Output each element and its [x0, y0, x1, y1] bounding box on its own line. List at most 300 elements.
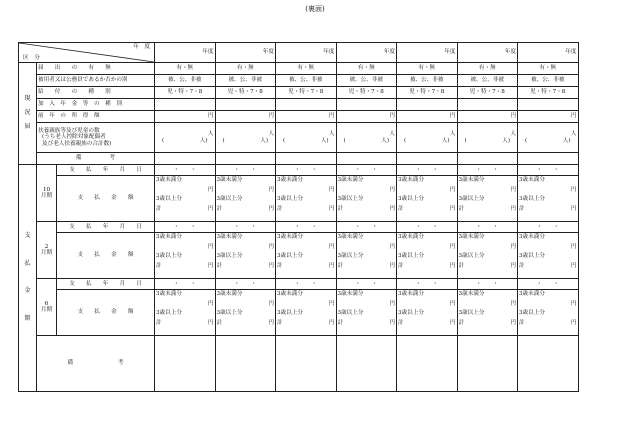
year-header-label: 年 度 [133, 44, 150, 50]
payment-amount-cell[interactable] [457, 233, 518, 279]
row-label: 備 考 [75, 155, 116, 162]
over3-label: 3歳以上分 [216, 253, 243, 259]
row-label: 及び老人扶養親族の合計数 [42, 140, 110, 147]
under3-label: 3歳未満分 [156, 177, 182, 183]
status-value: 被、公、非被 [409, 77, 444, 84]
status-value: 児・特・7・8 [530, 89, 566, 96]
status-cell-remarks[interactable] [397, 153, 458, 165]
date-marks: ・ ・ [355, 223, 378, 230]
status-cell-income[interactable] [457, 111, 518, 123]
payment-amount-cell[interactable] [155, 176, 216, 222]
payment-date-cell[interactable] [276, 222, 337, 233]
year-label: 年度 [444, 49, 456, 56]
payment-amount-label [57, 290, 155, 336]
payment-date-cell[interactable] [336, 165, 397, 176]
total-label: 計 [337, 319, 344, 326]
status-value: 被、公、非被 [349, 77, 384, 84]
over3-label: 3歳以上分 [337, 310, 364, 316]
total-label: 計 [398, 205, 404, 212]
yen-unit: 円 [510, 262, 516, 269]
status-cell-pension[interactable] [457, 99, 518, 111]
payment-date-label [57, 279, 155, 290]
payment-amount-label [57, 233, 155, 279]
payment-remarks-cell[interactable] [518, 336, 579, 392]
status-value: 児・特・7・8 [469, 89, 505, 96]
under3-label: 3歳未満分 [398, 177, 424, 183]
year-label: 年度 [262, 49, 274, 56]
payment-amount-cell[interactable] [397, 290, 458, 336]
yen-unit: 円 [510, 300, 516, 307]
status-cell-dependents[interactable] [457, 123, 518, 153]
period-unit: 月期 [40, 307, 53, 313]
payment-group-label [19, 165, 37, 392]
yen-unit: 円 [510, 319, 516, 326]
yen-unit: 円 [510, 205, 516, 212]
status-cell-employee[interactable] [215, 75, 276, 87]
status-row-label-dependents: 扶養親族等及び児童の数 (うち老人控除対象配偶者 及び老人扶養親族の合計数) [37, 123, 155, 153]
period-month: 6 [44, 300, 49, 307]
yen-unit: 円 [570, 113, 577, 120]
year-label: 年度 [504, 49, 516, 56]
status-cell-benefit_type[interactable] [276, 87, 337, 99]
date-marks: ・ ・ [476, 166, 499, 173]
status-cell-remarks[interactable] [518, 153, 579, 165]
yen-unit: 円 [449, 186, 456, 193]
year-header-cell [457, 43, 518, 63]
status-cell-benefit_type[interactable] [155, 87, 216, 99]
yen-unit: 円 [510, 113, 516, 120]
paren: ( [222, 137, 225, 144]
period-unit: 月期 [40, 250, 53, 256]
payment-amount-cell[interactable] [518, 290, 579, 336]
under3-label: 3歳未満分 [156, 291, 182, 297]
paren: ( [464, 137, 467, 144]
under3-label: 3歳未満分 [519, 177, 545, 183]
payment-amount-cell[interactable] [457, 290, 518, 336]
payment-remarks-cell[interactable] [457, 336, 518, 392]
yen-unit: 円 [328, 319, 335, 326]
status-cell-employee[interactable] [518, 75, 579, 87]
page-caption: (裏面) [305, 5, 325, 13]
date-marks: ・ ・ [415, 280, 438, 287]
under3-label: 3歳未満分 [458, 234, 485, 240]
yen-unit: 円 [570, 319, 577, 326]
yen-unit: 円 [328, 262, 335, 269]
yen-unit: 円 [328, 186, 335, 193]
corner-header-cell [19, 43, 155, 63]
payment-amount-cell[interactable] [336, 233, 397, 279]
status-cell-income[interactable] [215, 111, 276, 123]
status-cell-pension[interactable] [336, 99, 397, 111]
payment-date-cell[interactable] [155, 279, 216, 290]
yen-unit: 円 [510, 186, 516, 193]
persons-unit: 人) [441, 137, 450, 144]
payment-date-label [57, 165, 155, 176]
year-header-cell [336, 43, 397, 63]
total-label: 計 [458, 319, 465, 326]
payment-amount-cell[interactable] [215, 176, 276, 222]
under3-label: 3歳未満分 [458, 291, 485, 297]
status-cell-dependents[interactable] [155, 123, 216, 153]
status-cell-remarks[interactable] [155, 153, 216, 165]
year-label: 年度 [202, 49, 214, 56]
payment-amount-cell[interactable] [155, 233, 216, 279]
status-cell-income[interactable] [336, 111, 397, 123]
status-value: 有・無 [539, 65, 557, 72]
yen-unit: 円 [570, 243, 577, 250]
status-cell-submitted[interactable] [457, 63, 518, 75]
row-label: 支 払 年 月 日 [69, 280, 142, 287]
total-label: 計 [337, 262, 344, 269]
status-value: 児・特・7・8 [348, 89, 384, 96]
persons-unit: 人 [268, 131, 274, 138]
date-marks: ・ ・ [234, 166, 257, 173]
status-row-label-submitted [37, 63, 155, 75]
persons-unit: 人 [207, 131, 214, 138]
total-label: 計 [277, 262, 283, 269]
row-label: 支 払 金 額 [77, 195, 134, 202]
status-group-label [19, 63, 37, 165]
total-label: 計 [519, 262, 525, 269]
persons-unit: 人) [260, 137, 268, 144]
over3-label: 3歳以上分 [519, 196, 545, 202]
status-cell-income[interactable] [276, 111, 337, 123]
status-cell-remarks[interactable] [336, 153, 397, 165]
status-cell-benefit_type[interactable] [518, 87, 579, 99]
payment-date-cell[interactable] [518, 279, 579, 290]
payment-amount-cell[interactable] [397, 233, 458, 279]
payment-date-cell[interactable] [215, 165, 276, 176]
status-cell-income[interactable] [518, 111, 579, 123]
payment-date-cell[interactable] [155, 222, 216, 233]
payment-amount-cell[interactable] [518, 176, 579, 222]
payment-amount-cell[interactable] [215, 290, 276, 336]
payment-amount-cell[interactable] [457, 176, 518, 222]
over3-label: 3歳以上分 [156, 253, 182, 259]
period-month: 10 [42, 186, 51, 193]
yen-unit: 円 [389, 186, 395, 193]
status-value: 有・無 [176, 65, 194, 72]
payment-date-cell[interactable] [215, 222, 276, 233]
payment-date-cell[interactable] [457, 279, 518, 290]
over3-label: 3歳以上分 [337, 253, 364, 259]
over3-label: 3歳以上分 [458, 253, 485, 259]
status-value: 有・無 [357, 65, 375, 72]
status-row-label-pension [37, 99, 155, 111]
status-cell-submitted[interactable] [276, 63, 337, 75]
status-value: 有・無 [297, 65, 315, 72]
kubun-header-label: 区 分 [23, 54, 40, 61]
year-label: 年度 [565, 49, 577, 56]
total-label: 計 [216, 205, 223, 212]
status-cell-pension[interactable] [276, 99, 337, 111]
yen-unit: 円 [449, 243, 456, 250]
status-value: 有・無 [418, 65, 436, 72]
yen-unit: 円 [389, 300, 395, 307]
payment-remarks-cell[interactable] [397, 336, 458, 392]
status-cell-dependents[interactable] [336, 123, 397, 153]
yen-unit: 円 [449, 319, 456, 326]
payment-amount-cell[interactable] [276, 176, 337, 222]
under3-label: 3歳未満分 [277, 291, 303, 297]
yen-unit: 円 [207, 243, 214, 250]
total-label: 計 [277, 205, 283, 212]
status-value: 児・特・7・8 [409, 89, 445, 96]
over3-label: 3歳以上分 [398, 196, 424, 202]
status-cell-pension[interactable] [155, 99, 216, 111]
under3-label: 3歳未満分 [519, 234, 545, 240]
status-cell-remarks[interactable] [276, 153, 337, 165]
payment-group-char: 支 [24, 232, 31, 240]
paren: ( [162, 137, 165, 144]
total-label: 計 [277, 319, 283, 326]
row-label: 加 入 年 金 等 の 種 別 [38, 101, 122, 108]
under3-label: 3歳未満分 [216, 177, 243, 183]
under3-label: 3歳未満分 [277, 234, 303, 240]
status-cell-submitted[interactable] [155, 63, 216, 75]
total-label: 計 [398, 262, 404, 269]
status-cell-dependents[interactable] [215, 123, 276, 153]
total-label: 計 [216, 262, 223, 269]
payment-remarks-label [37, 336, 155, 392]
payment-remarks-cell[interactable] [276, 336, 337, 392]
yen-unit: 円 [510, 243, 516, 250]
payment-remarks-cell[interactable] [336, 336, 397, 392]
persons-unit: 人) [320, 137, 329, 144]
status-cell-submitted[interactable] [397, 63, 458, 75]
status-cell-submitted[interactable] [215, 63, 276, 75]
yen-unit: 円 [207, 319, 214, 326]
status-cell-pension[interactable] [518, 99, 579, 111]
yen-unit: 円 [449, 262, 456, 269]
status-cell-benefit_type[interactable] [457, 87, 518, 99]
yen-unit: 円 [207, 300, 214, 307]
persons-unit: 人 [389, 131, 395, 138]
status-cell-income[interactable] [397, 111, 458, 123]
total-label: 計 [156, 319, 162, 326]
status-cell-benefit_type[interactable] [397, 87, 458, 99]
row-label: 支 払 年 月 日 [69, 223, 142, 230]
persons-unit: 人) [502, 137, 510, 144]
over3-label: 3歳以上分 [458, 196, 485, 202]
row-label: 支 払 金 額 [77, 309, 134, 316]
period-unit: 月期 [40, 193, 53, 199]
status-cell-benefit_type[interactable] [336, 87, 397, 99]
period-label [37, 279, 57, 336]
over3-label: 3歳以上分 [277, 310, 303, 316]
payment-remarks-cell[interactable] [215, 336, 276, 392]
yen-unit: 円 [449, 113, 456, 120]
total-label: 計 [156, 205, 162, 212]
year-header-cell [518, 43, 579, 63]
payment-date-cell[interactable] [276, 279, 337, 290]
yen-unit: 円 [328, 113, 335, 120]
payment-date-cell[interactable] [397, 222, 458, 233]
status-cell-dependents[interactable] [397, 123, 458, 153]
under3-label: 3歳未満分 [398, 291, 424, 297]
date-marks: ・ ・ [173, 223, 196, 230]
payment-date-label [57, 222, 155, 233]
status-cell-income[interactable] [155, 111, 216, 123]
persons-unit: 人 [570, 131, 577, 138]
over3-label: 3歳以上分 [277, 196, 303, 202]
over3-label: 3歳以上分 [458, 310, 485, 316]
date-marks: ・ ・ [476, 223, 499, 230]
payment-amount-cell[interactable] [518, 233, 579, 279]
status-group-char: 現 [24, 95, 31, 103]
paren: ( [283, 137, 286, 144]
paren: ( [343, 137, 346, 144]
over3-label: 3歳以上分 [216, 310, 243, 316]
total-label: 計 [398, 319, 404, 326]
year-label: 年度 [383, 49, 395, 56]
under3-label: 3歳未満分 [458, 177, 485, 183]
year-header-cell [155, 43, 216, 63]
year-header-cell [215, 43, 276, 63]
row-label: 届 出 の 有 無 [38, 65, 111, 72]
total-label: 計 [216, 319, 223, 326]
payment-amount-cell[interactable] [276, 233, 337, 279]
over3-label: 3歳以上分 [519, 310, 545, 316]
persons-unit: 人) [562, 137, 571, 144]
row-label: 備 考 [67, 360, 124, 367]
row-label: うち老人控除対象配偶者 [44, 134, 106, 141]
payment-date-cell[interactable] [457, 165, 518, 176]
date-marks: ・ ・ [536, 223, 559, 230]
status-row-label-employee [37, 75, 155, 87]
date-marks: ・ ・ [173, 166, 196, 173]
payment-amount-cell[interactable] [155, 290, 216, 336]
status-value: 有・無 [478, 65, 496, 72]
payment-date-cell[interactable] [336, 279, 397, 290]
over3-label: 3歳以上分 [398, 253, 424, 259]
date-marks: ・ ・ [173, 280, 196, 287]
yen-unit: 円 [328, 243, 335, 250]
status-row-label-remarks [37, 153, 155, 165]
status-cell-pension[interactable] [215, 99, 276, 111]
under3-label: 3歳未満分 [216, 291, 243, 297]
status-cell-remarks[interactable] [215, 153, 276, 165]
status-cell-benefit_type[interactable] [215, 87, 276, 99]
status-value: 被、公、非被 [167, 77, 202, 84]
payment-group-char: 金 [24, 287, 31, 295]
total-label: 計 [337, 205, 344, 212]
status-cell-dependents[interactable] [518, 123, 579, 153]
row-label: 被用者又は公務員であるか否かの別 [38, 77, 128, 84]
persons-unit: 人) [199, 137, 208, 144]
yen-unit: 円 [570, 186, 577, 193]
payment-date-cell[interactable] [518, 222, 579, 233]
yen-unit: 円 [268, 205, 274, 212]
total-label: 計 [458, 205, 465, 212]
payment-date-cell[interactable] [397, 279, 458, 290]
over3-label: 3歳以上分 [519, 253, 545, 259]
period-month: 2 [44, 243, 49, 250]
benefit-record-form [18, 42, 579, 392]
status-cell-employee[interactable] [276, 75, 337, 87]
payment-amount-label [57, 176, 155, 222]
payment-date-cell[interactable] [215, 279, 276, 290]
status-value: 被、公、非被 [288, 77, 323, 84]
over3-label: 3歳以上分 [156, 196, 182, 202]
over3-label: 3歳以上分 [216, 196, 243, 202]
date-marks: ・ ・ [355, 280, 378, 287]
payment-amount-cell[interactable] [336, 176, 397, 222]
status-value: 被、公、非被 [470, 77, 505, 84]
payment-amount-cell[interactable] [397, 176, 458, 222]
over3-label: 3歳以上分 [337, 196, 364, 202]
row-label: 前 年 の 所 得 額 [38, 113, 100, 120]
payment-date-cell[interactable] [397, 165, 458, 176]
date-marks: ・ ・ [536, 280, 559, 287]
status-cell-employee[interactable] [397, 75, 458, 87]
yen-unit: 円 [389, 243, 395, 250]
payment-date-cell[interactable] [336, 222, 397, 233]
over3-label: 3歳以上分 [156, 310, 182, 316]
status-cell-pension[interactable] [397, 99, 458, 111]
status-cell-employee[interactable] [336, 75, 397, 87]
yen-unit: 円 [268, 186, 274, 193]
yen-unit: 円 [207, 113, 214, 120]
status-group-char: 届 [24, 122, 31, 130]
total-label: 計 [156, 262, 162, 269]
status-value: 児・特・7・8 [288, 89, 324, 96]
under3-label: 3歳未満分 [337, 177, 364, 183]
payment-remarks-cell[interactable] [155, 336, 216, 392]
under3-label: 3歳未満分 [337, 291, 364, 297]
row-label: 支 払 年 月 日 [69, 166, 142, 173]
payment-amount-cell[interactable] [215, 233, 276, 279]
status-value: 児・特・7・8 [167, 89, 203, 96]
payment-amount-cell[interactable] [276, 290, 337, 336]
yen-unit: 円 [570, 300, 577, 307]
date-marks: ・ ・ [294, 166, 317, 173]
yen-unit: 円 [389, 113, 395, 120]
payment-date-cell[interactable] [155, 165, 216, 176]
yen-unit: 円 [207, 262, 214, 269]
payment-date-cell[interactable] [518, 165, 579, 176]
yen-unit: 円 [449, 205, 456, 212]
date-marks: ・ ・ [476, 280, 499, 287]
yen-unit: 円 [207, 186, 214, 193]
yen-unit: 円 [328, 205, 335, 212]
status-value: 被、公、非被 [228, 77, 263, 84]
total-label: 計 [519, 205, 525, 212]
status-cell-submitted[interactable] [336, 63, 397, 75]
date-marks: ・ ・ [536, 166, 559, 173]
status-cell-dependents[interactable] [276, 123, 337, 153]
year-label: 年度 [323, 49, 335, 56]
payment-date-cell[interactable] [457, 222, 518, 233]
status-cell-submitted[interactable] [518, 63, 579, 75]
under3-label: 3歳未満分 [216, 234, 243, 240]
yen-unit: 円 [449, 300, 456, 307]
payment-group-char: 払 [24, 259, 31, 267]
paren: ( [525, 137, 528, 144]
yen-unit: 円 [570, 262, 577, 269]
status-cell-employee[interactable] [457, 75, 518, 87]
status-cell-remarks[interactable] [457, 153, 518, 165]
yen-unit: 円 [389, 319, 395, 326]
payment-amount-cell[interactable] [336, 290, 397, 336]
row-label: 支 払 金 額 [77, 252, 134, 259]
status-cell-employee[interactable] [155, 75, 216, 87]
under3-label: 3歳未満分 [277, 177, 303, 183]
yen-unit: 円 [328, 300, 335, 307]
payment-date-cell[interactable] [276, 165, 337, 176]
status-row-label-benefit_type [37, 87, 155, 99]
date-marks: ・ ・ [234, 280, 257, 287]
